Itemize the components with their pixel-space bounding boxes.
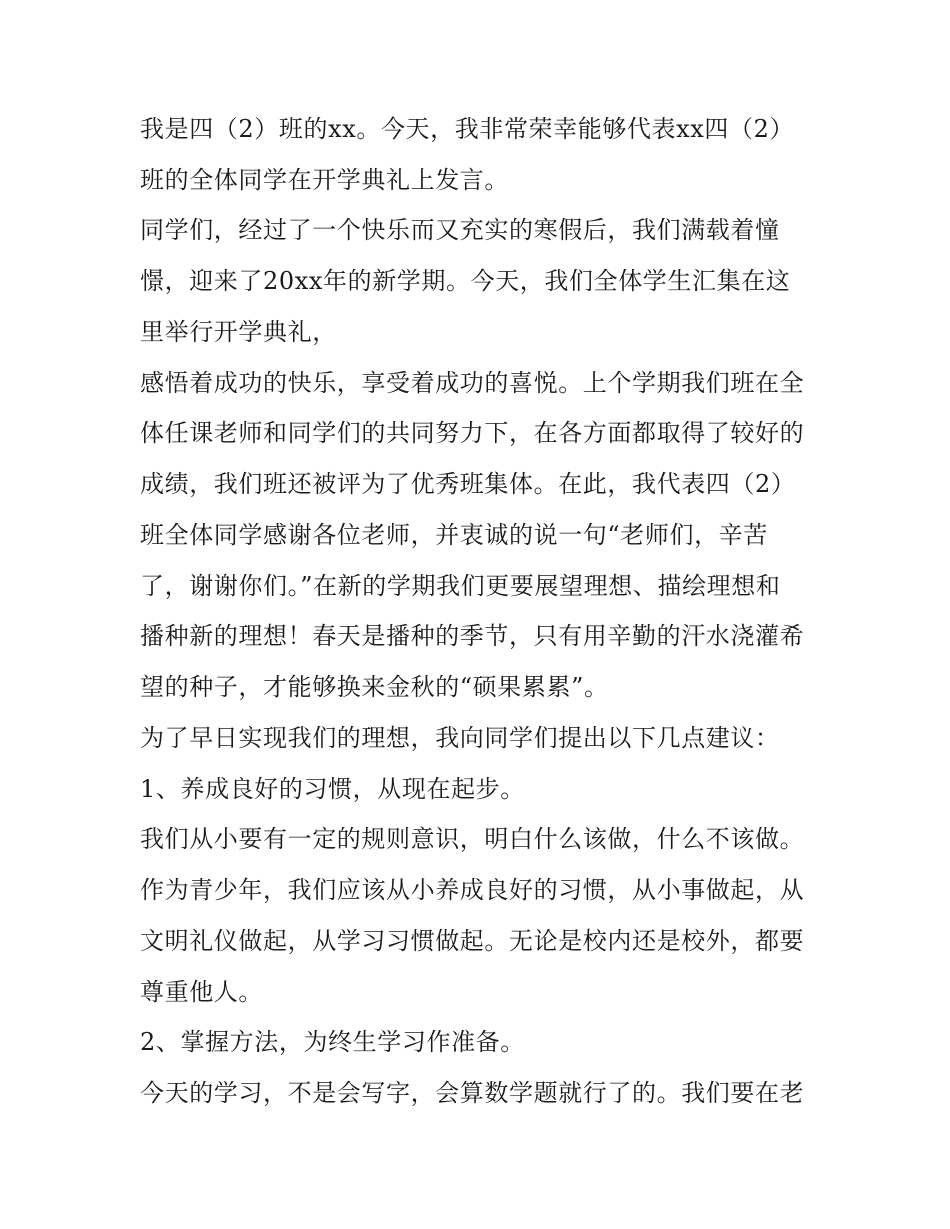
text-line-11: 播种新的理想！春天是播种的季节，只有用辛勤的汗水浇灌希: [140, 622, 805, 650]
text-line-19: 2、掌握方法，为终生学习作准备。: [140, 1028, 525, 1056]
text-line-7: 体任课老师和同学们的共同努力下，在各方面都取得了较好的: [140, 419, 805, 447]
text-line-4: 憬，迎来了20xx年的新学期。今天，我们全体学生汇集在这: [140, 267, 791, 295]
text-line-17: 文明礼仪做起，从学习习惯做起。无论是校内还是校外，都要: [140, 927, 805, 955]
text-line-3: 同学们，经过了一个快乐而又充实的寒假后，我们满载着憧: [140, 216, 780, 244]
text-line-8: 成绩，我们班还被评为了优秀班集体。在此，我代表四（2）: [140, 470, 796, 498]
text-line-9: 班全体同学感谢各位老师，并衷诚的说一句“老师们，辛苦: [140, 521, 768, 549]
text-line-18: 尊重他人。: [140, 978, 263, 1006]
text-line-14: 1、养成良好的习惯，从现在起步。: [140, 775, 525, 803]
text-line-16: 作为青少年，我们应该从小养成良好的习惯，从小事做起，从: [140, 876, 805, 904]
text-line-12: 望的种子，才能够换来金秋的“硕果累累”。: [140, 673, 609, 701]
text-line-15: 我们从小要有一定的规则意识，明白什么该做，什么不该做。: [140, 825, 805, 853]
text-line-6: 感悟着成功的快乐，享受着成功的喜悦。上个学期我们班在全: [140, 369, 805, 397]
text-line-5: 里举行开学典礼，: [140, 318, 337, 346]
text-line-13: 为了早日实现我们的理想，我向同学们提出以下几点建议：: [140, 724, 780, 752]
text-line-1: 我是四（2）班的xx。今天，我非常荣幸能够代表xx四（2）: [140, 115, 795, 143]
text-line-20: 今天的学习，不是会写字，会算数学题就行了的。我们要在老: [140, 1079, 805, 1107]
text-line-2: 班的全体同学在开学典礼上发言。: [140, 166, 509, 194]
text-line-10: 了，谢谢你们。”在新的学期我们更要展望理想、描绘理想和: [140, 572, 781, 600]
